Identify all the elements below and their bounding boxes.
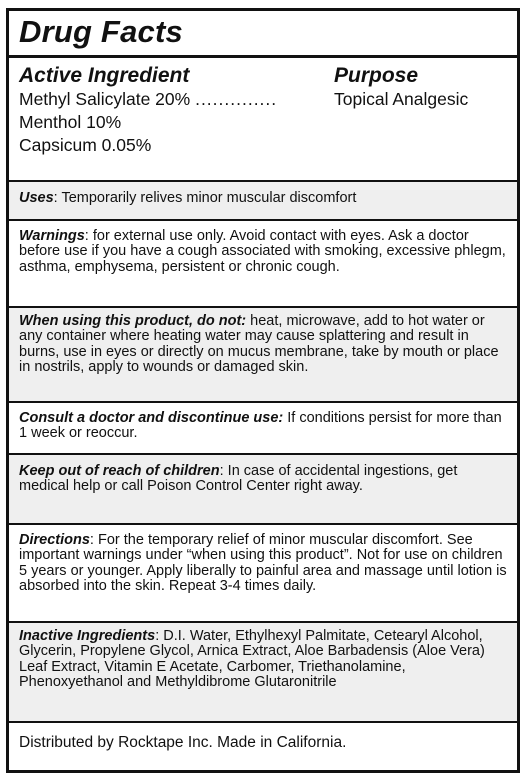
purpose-heading: Purpose xyxy=(334,64,419,87)
drug-facts-panel xyxy=(6,8,520,773)
consult-label: Consult a doctor and discontinue use: xyxy=(19,410,284,426)
ingredient-purpose: Topical Analgesic xyxy=(334,89,469,109)
inactive-text: : D.I. Water, Ethylhexyl Palmitate, Cetearyl Alcohol, Glycerin, Propylene Glycol, Arnica Extract, Aloe Barbadensis (Aloe Vera) Leaf Extract, Vitamin E Acetate, Carbomer, Triethanolamine, Phenoxyethanol and Methyldibrome Glutaronitrile xyxy=(19,628,485,690)
warnings-section xyxy=(9,221,517,308)
ingredient-name: Menthol 10% xyxy=(19,112,122,132)
ingredient-name: Methyl Salicylate 20% xyxy=(19,89,191,109)
ingredient-row xyxy=(19,134,507,157)
directions-text: : For the temporary relief of minor muscular discomfort. See important warnings under “when using this product”. Not for use on children 5 years or younger. Apply liberally to painful area and massage until lotion is absorbed into the skin. Repeat 3-4 times daily. xyxy=(19,532,507,594)
uses-label: Uses xyxy=(19,190,54,206)
consult-text: If conditions persist for more than 1 week or reoccur. xyxy=(19,410,502,442)
keep-out-section xyxy=(9,455,517,525)
ingredient-row xyxy=(19,111,507,134)
warnings-text: : for external use only. Avoid contact with eyes. Ask a doctor before use if you have a cough associated with smoking, excessive phlegm, asthma, emphysema, persistent or chronic cough. xyxy=(19,228,506,275)
warnings-label: Warnings xyxy=(19,228,85,244)
distributed-by: Distributed by Rocktape Inc. Made in California. xyxy=(19,734,347,751)
uses-section xyxy=(9,182,517,221)
directions-section xyxy=(9,525,517,623)
uses-text: : Temporarily relives minor muscular discomfort xyxy=(53,190,357,206)
when-using-text: heat, microwave, add to hot water or any container where heating water may cause splattering and result in burns, use in eyes or directly on mucus membrane, take by mouth or place in nostrils, apply to wounds or damaged skin. xyxy=(19,313,499,375)
active-header xyxy=(19,64,507,88)
when-using-label: When using this product, do not: xyxy=(19,313,247,329)
keep-out-text: : In case of accidental ingestions, get medical help or call Poison Control Center right away. xyxy=(19,463,458,495)
ingredient-row xyxy=(19,88,507,111)
keep-out-label: Keep out of reach of children xyxy=(19,463,220,479)
active-ingredient-section xyxy=(9,58,517,182)
ingredient-name: Capsicum 0.05% xyxy=(19,135,152,155)
when-using-section xyxy=(9,308,517,403)
drug-facts-title: Drug Facts xyxy=(9,11,517,58)
active-ingredient-heading: Active Ingredient xyxy=(19,64,190,87)
leader-dots: .............. xyxy=(195,89,278,109)
consult-section xyxy=(9,403,517,455)
inactive-ingredients-section xyxy=(9,623,517,723)
directions-label: Directions xyxy=(19,532,90,548)
inactive-label: Inactive Ingredients xyxy=(19,628,156,644)
